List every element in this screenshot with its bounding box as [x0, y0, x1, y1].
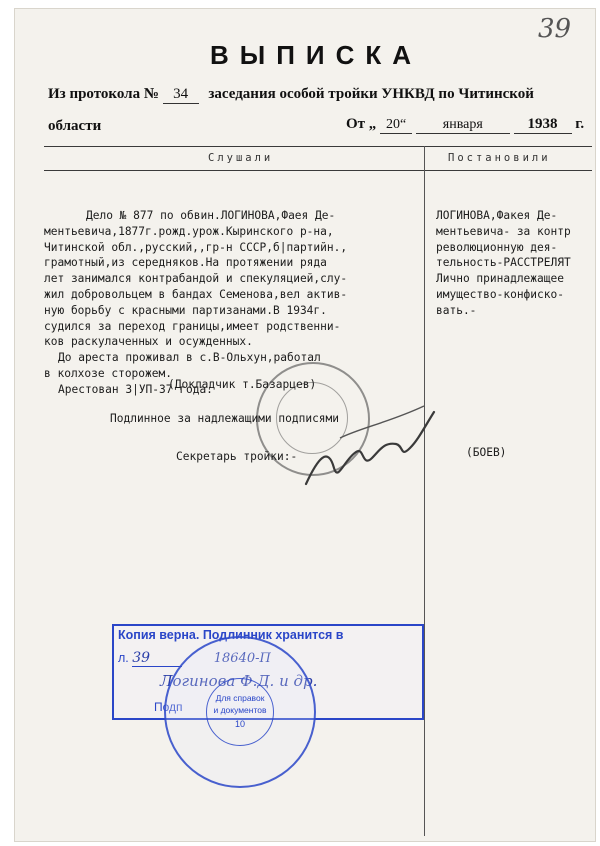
copy-stamp-sheet: 39: [132, 650, 182, 667]
heard-line: До ареста проживал в с.В-Ольхун,работал: [58, 351, 321, 365]
header-line-1: [48, 86, 534, 104]
header-prefix: Из протокола №: [48, 86, 159, 102]
column-header-heard: Слушали: [208, 152, 274, 164]
date-month: января: [416, 117, 510, 134]
protocol-number: 34: [163, 86, 199, 104]
archive-round-stamp: [164, 636, 316, 788]
heard-line: лет занимался контрабандой и спекуляцией,слу-: [44, 272, 348, 286]
document-title: ВЫПИСКА: [210, 40, 423, 70]
rapporteur: (Докладчик т.Базарцев): [168, 378, 317, 391]
copy-stamp-case-number: 18640-П: [213, 651, 271, 666]
date-year: 1938: [514, 116, 572, 134]
header-line-2: области: [48, 118, 102, 134]
copy-stamp-case-name: Логинова Ф.Д. и др.: [160, 672, 318, 690]
heard-line: ментьевича,1877г.рожд.урож.Кыринского р-на,: [44, 224, 334, 238]
heard-line: ную борьбу с красными партизанами.В 1934г.: [44, 303, 327, 317]
heard-line: судился за переход границы,имеет родственни-: [44, 319, 341, 333]
heard-line: жил добровольцем в бандах Семенова,вел актив-: [44, 287, 348, 301]
secretary-signature: [300, 398, 440, 498]
heard-line: грамотный,из середняков.На протяжении ряда: [44, 256, 327, 270]
round-stamp-center-1: Для справок: [215, 693, 265, 703]
date-prefix: От „: [346, 116, 377, 132]
secretary-name: (БОЕВ): [466, 446, 507, 459]
date-suffix: г.: [575, 116, 585, 132]
decided-block: [436, 208, 596, 319]
decided-line: революционную дея-: [436, 240, 558, 254]
decided-line: имущество-конфиско-: [436, 287, 564, 301]
round-stamp-center-2: и документов: [213, 705, 267, 715]
round-stamp-center-number: 10: [234, 719, 245, 729]
table-header-rule: [44, 170, 592, 171]
decided-line: тельность-РАССТРЕЛЯТ: [436, 256, 571, 270]
copy-stamp-line-1: Копия верна. Подлинник хранится в: [118, 628, 344, 642]
column-header-decided: Постановили: [448, 152, 551, 164]
copy-stamp-line-4: Подп: [154, 700, 183, 714]
decided-line: ЛОГИНОВА,Факея Де-: [436, 209, 558, 222]
heard-line: в колхозе сторожем.: [44, 366, 172, 380]
decided-line: Лично принадлежащее: [436, 272, 564, 286]
heard-line: Арестован 3|УП-37 года.: [58, 382, 213, 396]
decided-line: вать.-: [436, 303, 477, 317]
archive-round-stamp-inner: [206, 678, 274, 746]
copy-stamp-sheet-prefix: л.: [118, 651, 129, 665]
heard-line: Дело № 877 по обвин.ЛОГИНОВА,Фаея Де-: [86, 209, 336, 222]
original-note: Подлинное за надлежащими подписями: [110, 412, 340, 425]
page-number: 39: [538, 14, 572, 44]
table-top-rule: [44, 146, 592, 147]
decided-line: ментьевича- за контр: [436, 224, 571, 238]
header-suffix: заседания особой тройки УНКВД по Читинской: [208, 86, 534, 102]
heard-line: Читинской обл.,русский,,гр-н СССР,б|партийн.,: [44, 240, 348, 254]
secretary-label: Секретарь тройки:-: [176, 450, 298, 463]
date-line: [346, 116, 584, 134]
date-day: 20“: [380, 117, 412, 134]
heard-line: ков раскулаченных и осужденных.: [44, 335, 253, 349]
